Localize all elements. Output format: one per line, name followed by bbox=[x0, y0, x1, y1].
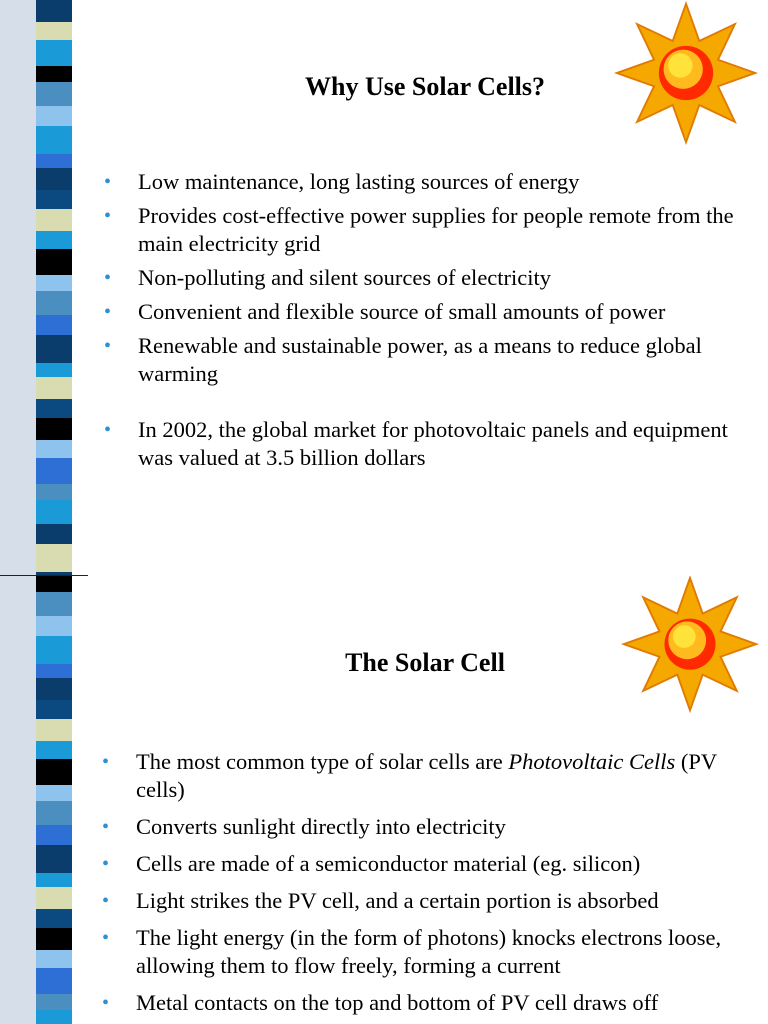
page-title: Why Use Solar Cells? bbox=[304, 72, 546, 101]
list-item: • Renewable and sustainable power, as a means to reduce global warming bbox=[104, 332, 754, 388]
list-item: • Provides cost-effective power supplies for people remote from the main electricity grid bbox=[104, 202, 754, 258]
benefits-list bbox=[104, 168, 754, 472]
list-item: • Convenient and flexible source of small amounts of power bbox=[104, 298, 754, 326]
list-item: • Non-polluting and silent sources of electricity bbox=[104, 264, 754, 292]
decorative-stripe bbox=[0, 0, 88, 576]
list-item: • Metal contacts on the top and bottom of PV cell draws off bbox=[102, 989, 752, 1017]
page-title: The Solar Cell bbox=[345, 648, 505, 677]
list-item-text: (PV cells) bbox=[136, 749, 717, 802]
solar-cell-facts-list bbox=[102, 748, 752, 1017]
sun-icon bbox=[612, 576, 768, 716]
list-item: • Cells are made of a semiconductor material (eg. silicon) bbox=[102, 850, 752, 878]
list-item: • The light energy (in the form of photons) knocks electrons loose, allowing them to flow freely, forming a current bbox=[102, 924, 752, 980]
list-item-emphasis: Photovoltaic Cells bbox=[508, 749, 676, 774]
list-item: • Converts sunlight directly into electricity bbox=[102, 813, 752, 841]
decorative-stripe bbox=[0, 576, 88, 1024]
list-item: • Light strikes the PV cell, and a certain portion is absorbed bbox=[102, 887, 752, 915]
slide-the-solar-cell bbox=[0, 576, 768, 1024]
market-note: • In 2002, the global market for photovoltaic panels and equipment was valued at 3.5 billion dollars bbox=[104, 416, 754, 472]
list-item bbox=[102, 748, 752, 804]
list-item: • Low maintenance, long lasting sources of energy bbox=[104, 168, 754, 196]
list-item-text: The most common type of solar cells are bbox=[136, 749, 509, 774]
